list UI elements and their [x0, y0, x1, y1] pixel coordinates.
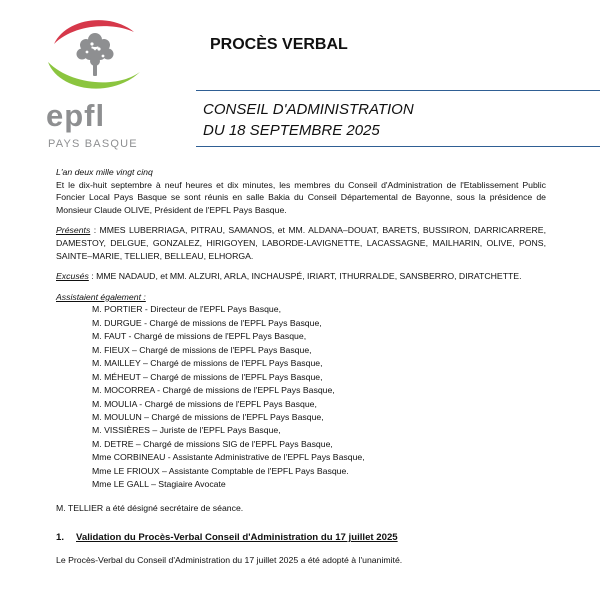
bottom-rule — [196, 146, 600, 147]
logo-subtitle: PAYS BASQUE — [48, 138, 138, 150]
excuses-paragraph — [56, 270, 546, 283]
secretary-line: M. TELLIER a été désigné secrétaire de séance. — [56, 502, 244, 513]
list-item: M. MOCORREA - Chargé de missions de l'EPFL Pays Basque, — [92, 385, 335, 396]
meeting-title-line2: DU 18 SEPTEMBRE 2025 — [203, 122, 380, 139]
section-1-text: Le Procès-Verbal du Conseil d'Administration du 17 juillet 2025 a été adopté à l'unanimité. — [56, 554, 403, 565]
epfl-emblem-icon — [40, 14, 150, 104]
list-item: M. MOULUN – Chargé de missions de l'EPFL Pays Basque, — [92, 411, 324, 422]
document-type: PROCÈS VERBAL — [210, 36, 348, 53]
list-item: M. MAILLEY – Chargé de missions de l'EPFL Pays Basque, — [92, 358, 323, 369]
section-1-heading — [56, 532, 546, 545]
list-item: M. DURGUE - Chargé de missions de l'EPFL Pays Basque, — [92, 317, 322, 328]
list-item: Mme CORBINEAU - Assistante Administrative de l'EPFL Pays Basque, — [92, 452, 365, 463]
section-1-title: Validation du Procès-Verbal Conseil d'Administration du 17 juillet 2025 — [76, 532, 398, 544]
assistaient-label: Assistaient également : — [56, 291, 146, 302]
list-item: M. VISSIÈRES – Juriste de l'EPFL Pays Basque, — [92, 425, 281, 436]
list-item: Mme LE FRIOUX – Assistante Comptable de l'EPFL Pays Basque. — [92, 465, 349, 476]
logo-brand: epfl — [46, 98, 106, 133]
tree-icon — [77, 33, 114, 76]
presents-label: Présents — [56, 225, 91, 236]
epfl-logo — [40, 14, 150, 150]
excuses-list: : MME NADAUD, et MM. ALZURI, ARLA, INCHAUSPÉ, IRIART, ITHURRALDE, SANSBERRO, DIRATCHETTE. — [88, 271, 522, 282]
excuses-label: Excusés — [56, 271, 89, 282]
list-item: M. DETRE – Chargé de missions SIG de l'EPFL Pays Basque, — [92, 438, 333, 449]
opening-date: L'an deux mille vingt cinq — [56, 167, 153, 177]
list-item: M. PORTIER - Directeur de l'EPFL Pays Basque, — [92, 304, 281, 315]
opening-paragraph: Et le dix-huit septembre à neuf heures et dix minutes, les membres du Conseil d'Administration de l'Etablissement Public Foncier Local Pays Basque se sont réunis en salle Bakia du Conseil Départemental de Bayonne, sous la présidence de Monsieur Claude OLIVE, Président de l'EPFL Pays Basque. — [56, 179, 546, 215]
presents-list: : MMES LUBERRIAGA, PITRAU, SAMANOS, et MM. ALDANA–DOUAT, BARETS, BUSSIRON, DARRICARRERE, DAMESTOY, DELGUE, GONZALEZ, HIRIGOYEN, LABORDE-LAVIGNETTE, LACASSAGNE, MAILHARIN, OLIVE, PONS, SAINTE–MARIE, TELLIER, BELLEAU, ELHORGA. — [56, 225, 546, 261]
list-item: M. FAUT - Chargé de missions de l'EPFL Pays Basque, — [92, 331, 307, 342]
top-rule — [196, 90, 600, 91]
list-item: M. MÉHEUT – Chargé de missions de l'EPFL Pays Basque, — [92, 371, 323, 382]
presents-paragraph — [56, 224, 546, 262]
attendee-list — [92, 303, 546, 491]
list-item: M. MOULIA - Chargé de missions de l'EPFL Pays Basque, — [92, 398, 317, 409]
meeting-title — [203, 99, 414, 141]
list-item: Mme LE GALL – Stagiaire Avocate — [92, 479, 226, 490]
document-body — [56, 166, 546, 566]
section-1-number: 1. — [56, 532, 65, 544]
list-item: M. FIEUX – Chargé de missions de l'EPFL Pays Basque, — [92, 344, 312, 355]
meeting-title-line1: CONSEIL D'ADMINISTRATION — [203, 101, 414, 118]
